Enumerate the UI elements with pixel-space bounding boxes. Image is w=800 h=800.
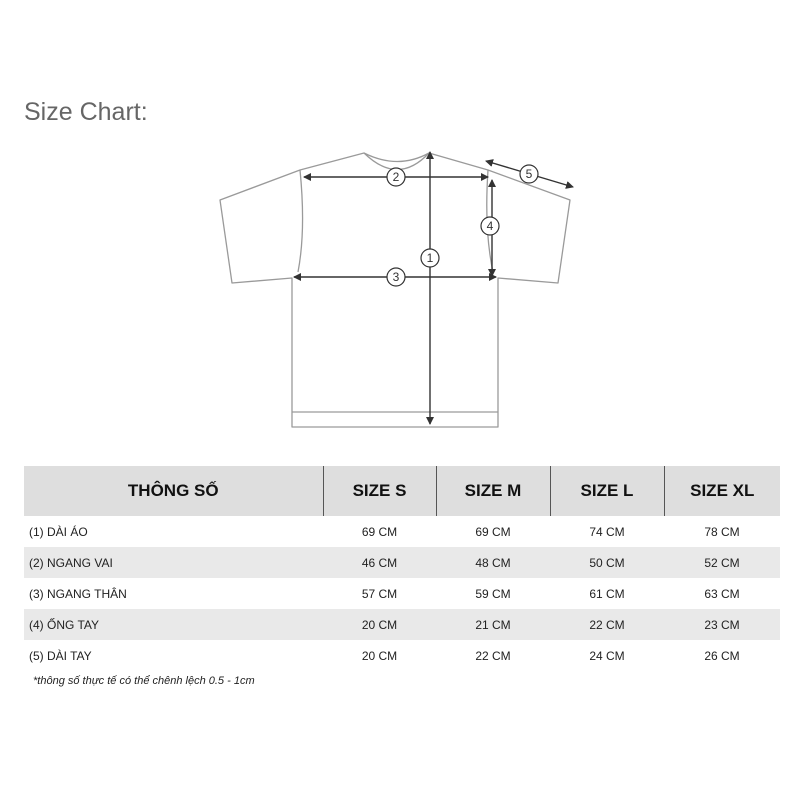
marker-5 xyxy=(520,165,538,183)
header-spec: THÔNG SỐ xyxy=(24,466,323,516)
table-cell: 57 CM xyxy=(361,586,398,601)
table-cell: 46 CM xyxy=(323,547,436,578)
header-size-m: SIZE M xyxy=(436,466,550,516)
table-row xyxy=(24,640,780,671)
row-label: (4) ỐNG TAY xyxy=(24,609,323,640)
tshirt-outline xyxy=(220,153,570,427)
page-title: Size Chart: xyxy=(24,98,148,126)
table-cell: 22 CM xyxy=(550,609,664,640)
svg-text:4: 4 xyxy=(486,219,494,233)
measure-lines xyxy=(294,152,573,424)
table-row xyxy=(24,516,780,547)
size-table xyxy=(24,466,780,671)
table-row xyxy=(24,578,780,609)
svg-text:2: 2 xyxy=(392,170,400,184)
table-cell: 74 CM xyxy=(589,524,625,539)
table-cell: 63 CM xyxy=(704,586,740,601)
row-label: (2) NGANG VAI xyxy=(24,547,323,578)
table-cell: 59 CM xyxy=(475,586,511,601)
row-label: (3) NGANG THÂN xyxy=(29,586,127,601)
table-cell: 78 CM xyxy=(704,524,740,539)
marker-1 xyxy=(421,249,439,267)
marker-3 xyxy=(387,268,405,286)
table-cell: 21 CM xyxy=(436,609,550,640)
row-label: (5) DÀI TAY xyxy=(29,648,92,663)
table-cell: 69 CM xyxy=(361,524,398,539)
header-size-xl: SIZE XL xyxy=(664,466,780,516)
marker-2 xyxy=(387,168,405,186)
table-cell: 20 CM xyxy=(361,648,398,663)
table-row xyxy=(24,547,780,578)
table-cell: 22 CM xyxy=(475,648,511,663)
table-cell: 23 CM xyxy=(664,609,780,640)
table-cell: 26 CM xyxy=(704,648,740,663)
svg-text:1: 1 xyxy=(426,251,434,265)
table-header-row xyxy=(24,466,780,516)
header-size-s: SIZE S xyxy=(323,466,436,516)
table-cell: 50 CM xyxy=(550,547,664,578)
header-size-l: SIZE L xyxy=(550,466,664,516)
table-cell: 20 CM xyxy=(323,609,436,640)
marker-4 xyxy=(481,217,499,235)
table-cell: 48 CM xyxy=(436,547,550,578)
table-cell: 24 CM xyxy=(589,648,625,663)
table-cell: 69 CM xyxy=(475,524,511,539)
table-cell: 52 CM xyxy=(664,547,780,578)
svg-text:5: 5 xyxy=(525,167,533,181)
svg-text:3: 3 xyxy=(392,270,400,284)
tolerance-note: *thông số thực tế có thể chênh lệch 0.5 - 1cm xyxy=(33,675,255,687)
table-row xyxy=(24,609,780,640)
row-label: (1) DÀI ÁO xyxy=(29,524,88,539)
table-cell: 61 CM xyxy=(589,586,625,601)
